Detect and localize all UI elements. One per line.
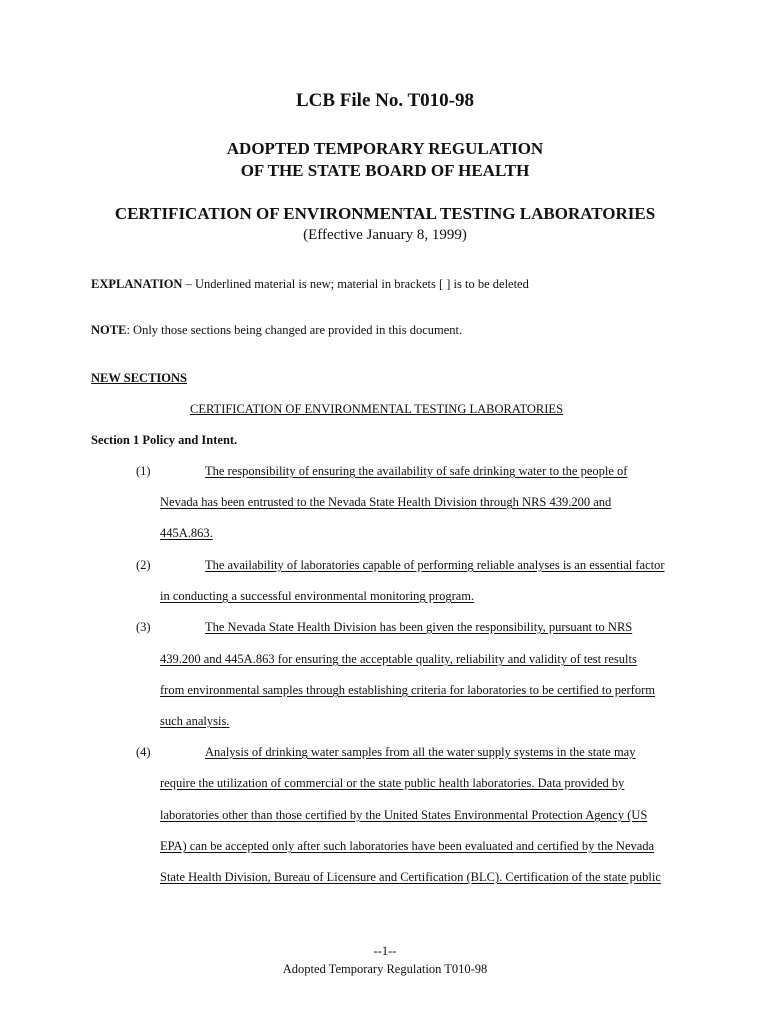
explanation-label: EXPLANATION (91, 277, 183, 291)
section-subheading: CERTIFICATION OF ENVIRONMENTAL TESTING LABORATORIES (190, 402, 564, 416)
section-1-heading: Section 1 Policy and Intent. (91, 433, 238, 447)
certification-title: CERTIFICATION OF ENVIRONMENTAL TESTING LABORATORIES (114, 204, 656, 223)
regulation-title-line-2: OF THE STATE BOARD OF HEALTH (240, 161, 530, 180)
paragraph-line: The availability of laboratories capable of performing reliable analyses is an essential factor (205, 558, 665, 572)
paragraph-line: The Nevada State Health Division has been given the responsibility, pursuant to NRS (205, 620, 633, 634)
paragraph-line: laboratories other than those certified by the United States Environmental Protection Agency (US (160, 808, 648, 822)
paragraph-number: (2) (136, 558, 151, 572)
paragraph-line: require the utilization of commercial or the state public health laboratories. Data provided by (160, 776, 625, 790)
effective-date: (Effective January 8, 1999) (303, 227, 467, 243)
paragraph-line: State Health Division, Bureau of Licensure and Certification (BLC). Certification of the state public (160, 870, 661, 884)
explanation-line (91, 277, 529, 292)
paragraph-line: 439.200 and 445A.863 for ensuring the acceptable quality, reliability and validity of test results (160, 652, 637, 666)
paragraph-number: (4) (136, 745, 151, 759)
paragraph-line: such analysis. (160, 714, 230, 728)
file-number-title: LCB File No. T010-98 (295, 90, 475, 111)
paragraph-line: in conducting a successful environmental monitoring program. (160, 589, 475, 603)
note-line (91, 323, 462, 338)
paragraph-line: from environmental samples through establishing criteria for laboratories to be certified to perform (160, 683, 655, 697)
explanation-text: – Underlined material is new; material in brackets [ ] is to be deleted (182, 277, 529, 291)
new-sections-heading: NEW SECTIONS (91, 371, 187, 385)
paragraph-line: Analysis of drinking water samples from all the water supply systems in the state may (205, 745, 636, 759)
paragraph-line: Nevada has been entrusted to the Nevada State Health Division through NRS 439.200 and (160, 495, 612, 509)
footer-title: Adopted Temporary Regulation T010-98 (282, 962, 488, 976)
regulation-title-line-1: ADOPTED TEMPORARY REGULATION (226, 139, 544, 158)
note-label: NOTE (91, 323, 127, 337)
page-number: --1-- (373, 944, 397, 958)
note-text: : Only those sections being changed are provided in this document. (126, 323, 463, 337)
regulation-title (0, 138, 770, 182)
paragraph-number: (1) (136, 464, 151, 478)
paragraph-line: EPA) can be accepted only after such laboratories have been evaluated and certified by the Nevada (160, 839, 655, 853)
paragraph-line: The responsibility of ensuring the availability of safe drinking water to the people of (205, 464, 628, 478)
paragraph-number: (3) (136, 620, 151, 634)
paragraph-line: 445A.863. (160, 526, 213, 540)
